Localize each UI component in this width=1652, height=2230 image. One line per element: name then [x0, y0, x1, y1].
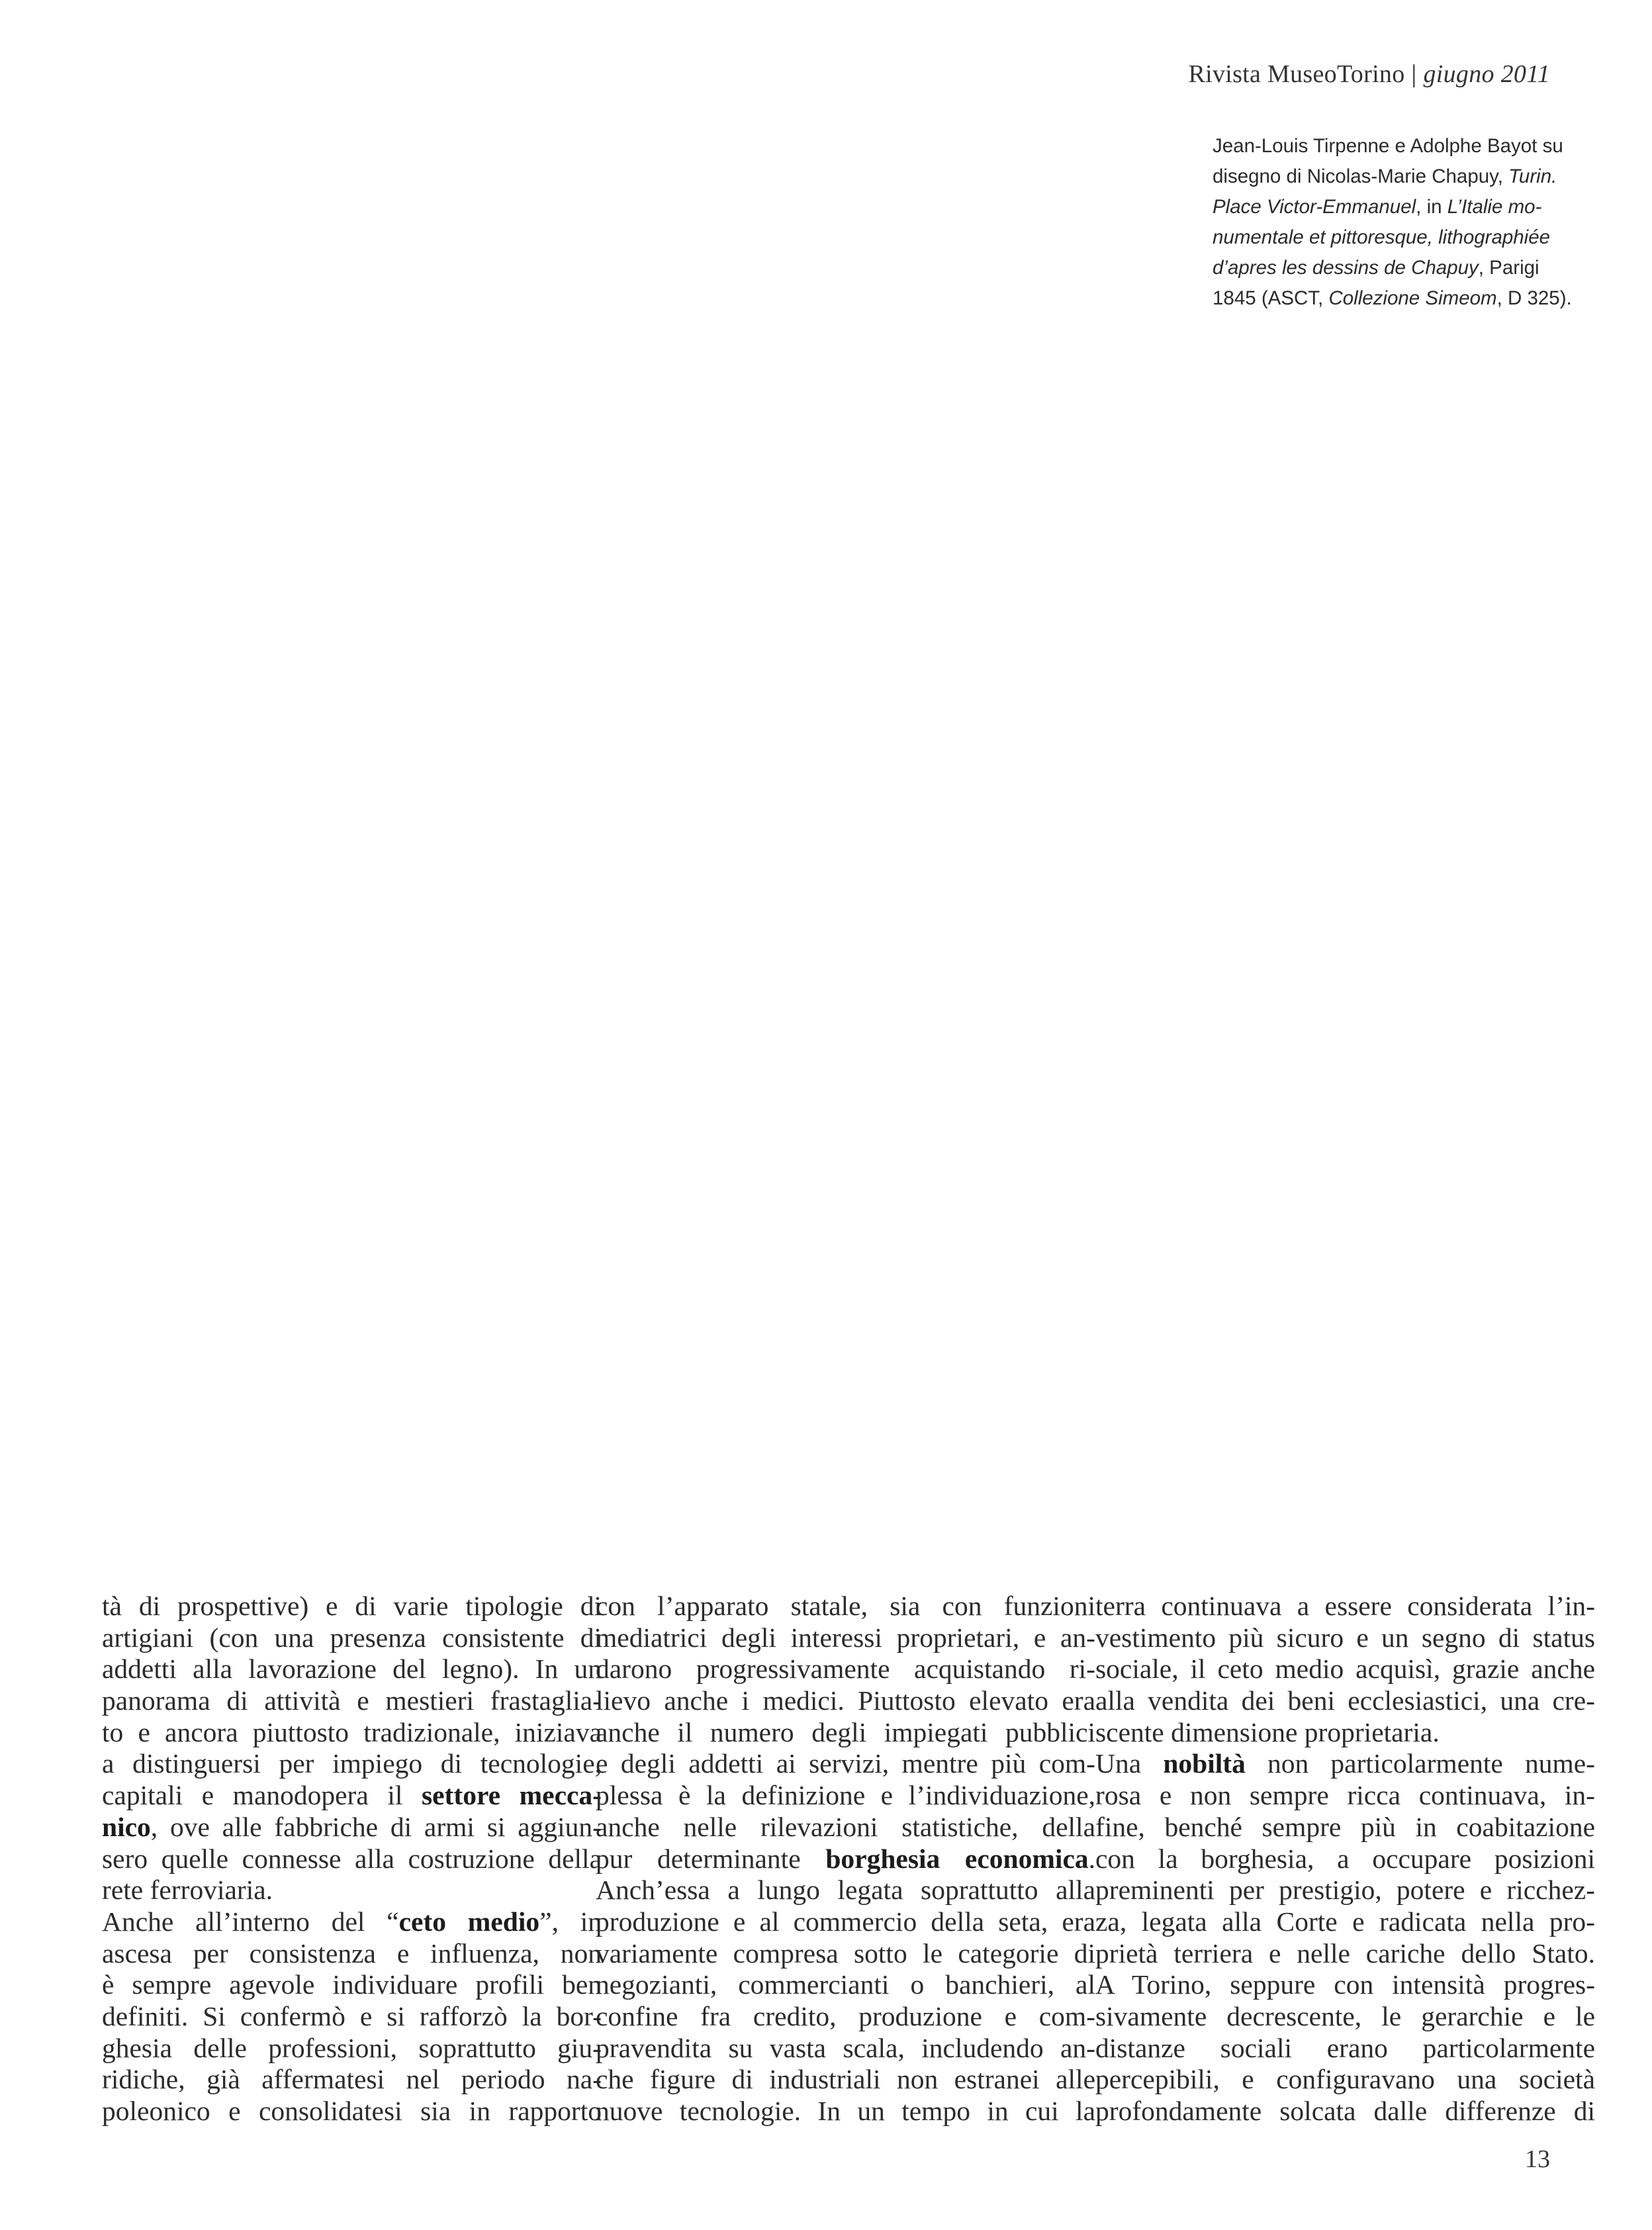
text-line [102, 1780, 602, 1812]
text-segment: nuove tecnologie. In un tempo in cui la [596, 2096, 1095, 2126]
text-segment: artigiani (con una presenza consistente di [102, 1622, 602, 1653]
text-segment: ridiche, già affermatesi nel periodo na- [102, 2064, 602, 2095]
text-column-2 [596, 1591, 1095, 2127]
text-line [1095, 1748, 1595, 1780]
text-segment: confine fra credito, produzione e com- [596, 2000, 1095, 2031]
text-segment: za, legata alla Corte e radicata nella pro- [1095, 1906, 1595, 1937]
text-line [1095, 1717, 1595, 1749]
text-line [596, 1591, 1095, 1622]
text-line [596, 2096, 1095, 2127]
image-caption [1213, 131, 1572, 314]
text-line [1095, 1685, 1595, 1717]
text-line [596, 1969, 1095, 2001]
text-line [102, 1938, 602, 1970]
text-segment: rete ferroviaria. [102, 1875, 273, 1906]
bold-term: ceto medio [398, 1906, 540, 1937]
text-line [1095, 1591, 1595, 1622]
running-header [1188, 60, 1550, 89]
text-segment: a distinguersi per impiego di tecnologie, [102, 1748, 602, 1779]
text-segment: Una [1095, 1748, 1164, 1779]
text-segment: rosa e non sempre ricca continuava, in- [1095, 1780, 1595, 1811]
text-line [596, 1843, 1095, 1875]
italic-text: Turin. [1508, 165, 1557, 187]
text-segment: poleonico e consolidatesi sia in rapporto [102, 2096, 602, 2126]
text-segment: definiti. Si confermò e si rafforzò la bor- [102, 2000, 602, 2031]
text-segment: Anch’essa a lungo legata soprattutto alla [596, 1875, 1095, 1906]
text-line [102, 1875, 602, 1906]
bold-term: settore mecca- [421, 1780, 602, 1811]
text-segment: variamente compresa sotto le categorie di [596, 1937, 1095, 1969]
text-segment: A Torino, seppure con intensità progres- [1095, 1969, 1595, 2000]
text-segment: pur determinante [596, 1843, 826, 1874]
text-line [596, 1875, 1095, 1906]
text-segment: è sempre agevole individuare profili ben [102, 1969, 602, 2000]
text-segment: disegno di Nicolas-Marie Chapuy, [1213, 165, 1509, 187]
text-line [596, 2033, 1095, 2065]
text-segment: panorama di attività e mestieri frastaglia- [102, 1685, 602, 1716]
text-line [102, 1843, 602, 1875]
text-segment: darono progressivamente acquistando ri- [596, 1653, 1095, 1685]
text-segment: sero quelle connesse alla costruzione della [102, 1843, 602, 1874]
text-line [596, 2001, 1095, 2033]
text-line [102, 1969, 602, 2001]
text-segment: con la borghesia, a occupare posizioni [1095, 1843, 1595, 1874]
text-segment: e degli addetti ai servizi, mentre più com- [596, 1748, 1095, 1779]
text-segment: 1845 (ASCT, [1213, 287, 1329, 309]
text-segment: sivamente decrescente, le gerarchie e le [1095, 2000, 1595, 2031]
text-segment: distanze sociali erano particolarmente [1095, 2032, 1595, 2063]
text-line [1095, 1969, 1595, 2001]
text-line [102, 2096, 602, 2127]
caption-line [1213, 283, 1572, 314]
caption-line [1213, 131, 1563, 162]
text-column-3 [1095, 1591, 1595, 2127]
text-segment: anche il numero degli impiegati pubblici [596, 1716, 1095, 1747]
text-line [596, 1653, 1095, 1685]
text-segment: percepibili, e configuravano una società [1095, 2064, 1595, 2095]
text-line [1095, 1938, 1595, 1970]
text-segment: terra continuava a essere considerata l’in- [1095, 1591, 1595, 1621]
text-line [102, 2033, 602, 2065]
text-line [596, 1622, 1095, 1654]
text-line [1095, 1780, 1595, 1812]
text-segment: sociale, il ceto medio acquisì, grazie anche [1095, 1653, 1595, 1685]
caption-line [1213, 253, 1563, 283]
text-segment: preminenti per prestigio, potere e ricchez- [1095, 1875, 1595, 1906]
text-segment: plessa è la definizione e l’individuazione, [596, 1780, 1095, 1811]
text-line [1095, 1843, 1595, 1875]
text-line [102, 1906, 602, 1938]
text-line [1095, 1653, 1595, 1685]
text-segment: Jean-Louis Tirpenne e Adolphe Bayot su [1213, 135, 1563, 157]
text-line [596, 1938, 1095, 1970]
text-line [102, 1685, 602, 1717]
text-line [1095, 1906, 1595, 1938]
text-line [102, 1591, 602, 1622]
text-segment: capitali e manodopera il [102, 1780, 422, 1811]
text-line [102, 1812, 602, 1843]
text-line [102, 2064, 602, 2096]
text-segment: produzione e al commercio della seta, era [596, 1906, 1095, 1937]
text-line [102, 1653, 602, 1685]
italic-text: Place Victor-Emmanuel [1213, 196, 1416, 218]
text-segment: non particolarmente nume- [1245, 1748, 1595, 1779]
text-column-1 [102, 1591, 602, 2127]
text-segment: profondamente solcata dalle differenze di [1095, 2096, 1595, 2126]
italic-text: numentale et pittoresque, lithographiée [1213, 226, 1551, 248]
text-segment: tà di prospettive) e di varie tipologie di [102, 1591, 602, 1621]
text-line [596, 1685, 1095, 1717]
text-segment: , in [1416, 196, 1447, 218]
text-line [596, 1906, 1095, 1938]
bold-term: borghesia economica [825, 1843, 1089, 1874]
text-segment: negozianti, commercianti o banchieri, al [596, 1969, 1095, 2000]
text-line [596, 2064, 1095, 2096]
text-segment: Anche all’interno del “ [102, 1906, 399, 1937]
text-segment: , D 325). [1496, 287, 1572, 309]
text-line [596, 1748, 1095, 1780]
text-segment: mediatrici degli interessi proprietari, e an- [596, 1622, 1095, 1653]
text-segment: pravendita su vasta scala, includendo an- [596, 2032, 1095, 2063]
caption-line [1213, 162, 1563, 192]
text-segment: , Parigi [1478, 257, 1539, 279]
italic-text: L’Italie mo- [1447, 196, 1542, 218]
italic-text: Collezione Simeom [1328, 287, 1497, 309]
bold-term: nico [102, 1811, 151, 1842]
header-separator: | [1411, 60, 1417, 88]
text-segment: vestimento più sicuro e un segno di status [1095, 1622, 1595, 1653]
bold-term: nobiltà [1163, 1748, 1246, 1779]
publication-title: Rivista MuseoTorino [1188, 60, 1405, 88]
text-line [1095, 1812, 1595, 1843]
text-line [596, 1717, 1095, 1749]
text-line [1095, 2033, 1595, 2065]
text-line [102, 1622, 602, 1654]
text-segment: ghesia delle professioni, soprattutto giu- [102, 2032, 602, 2063]
text-line [102, 2001, 602, 2033]
text-line [102, 1748, 602, 1780]
text-line [1095, 2064, 1595, 2096]
text-segment: alla vendita dei beni ecclesiastici, una cre- [1095, 1685, 1595, 1716]
issue-date: giugno 2011 [1423, 60, 1550, 88]
text-segment: to e ancora piuttosto tradizionale, iniziava [102, 1716, 602, 1747]
text-segment: . [1088, 1843, 1095, 1874]
page-number: 13 [1525, 2145, 1550, 2173]
caption-line [1213, 222, 1563, 253]
text-segment: lievo anche i medici. Piuttosto elevato era [596, 1685, 1095, 1716]
text-line [596, 1780, 1095, 1812]
text-line [102, 1717, 602, 1749]
text-segment: prietà terriera e nelle cariche dello Stato. [1095, 1937, 1595, 1969]
text-segment: , ove alle fabbriche di armi si aggiun- [150, 1811, 602, 1842]
text-segment: che figure di industriali non estranei alle [596, 2064, 1095, 2095]
italic-text: d’apres les dessins de Chapuy [1213, 257, 1479, 279]
text-segment: addetti alla lavorazione del legno). In un [102, 1653, 602, 1685]
text-segment: fine, benché sempre più in coabitazione [1095, 1811, 1595, 1842]
text-line [596, 1812, 1095, 1843]
caption-line [1213, 192, 1563, 222]
text-segment: anche nelle rilevazioni statistiche, della [596, 1811, 1095, 1842]
text-segment: scente dimensione proprietaria. [1095, 1716, 1440, 1747]
text-segment: ascesa per consistenza e influenza, non [102, 1937, 602, 1969]
text-line [1095, 1875, 1595, 1906]
text-segment: con l’apparato statale, sia con funzioni [596, 1591, 1095, 1621]
text-line [1095, 2001, 1595, 2033]
text-segment: ”, in [539, 1906, 602, 1937]
text-line [1095, 1622, 1595, 1654]
text-line [1095, 2096, 1595, 2127]
